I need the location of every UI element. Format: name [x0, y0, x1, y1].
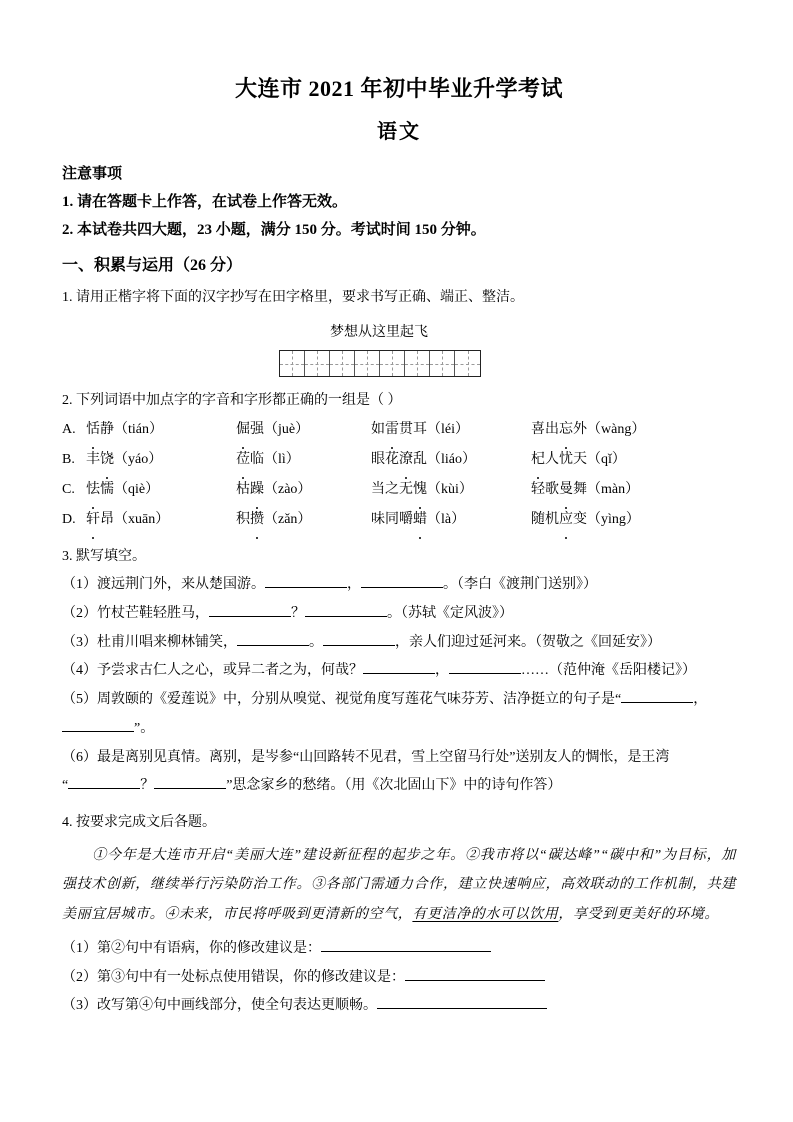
question-1-phrase: 梦想从这里起飞	[330, 324, 428, 340]
answer-blank[interactable]	[321, 951, 491, 952]
tianzige-cell[interactable]	[330, 351, 355, 376]
option-label: A.	[62, 422, 76, 438]
question-2-option-b[interactable]	[62, 445, 736, 475]
answer-blank[interactable]	[449, 673, 521, 674]
dotted-char: 莅	[236, 445, 250, 475]
passage-underlined-clause: 有更洁净的水可以饮用	[412, 906, 559, 922]
item-mid: ？	[291, 606, 305, 622]
answer-blank[interactable]	[621, 702, 693, 703]
notice-item-2: 2. 本试卷共四大题，23 小题，满分 150 分。考试时间 150 分钟。	[62, 221, 486, 238]
dotted-char: 忘	[559, 415, 573, 445]
answer-blank[interactable]	[377, 1008, 547, 1009]
dotted-char: 蜡	[413, 505, 427, 535]
question-4-sub-3	[62, 992, 736, 1021]
dotted-char: 怯	[86, 475, 100, 505]
option-label: B.	[62, 452, 75, 468]
item-mid: “	[62, 778, 69, 794]
tianzige-cell[interactable]	[430, 351, 455, 376]
dotted-char: 愧	[413, 475, 427, 505]
subject-title: 语文	[377, 121, 421, 143]
question-3-item-3	[62, 629, 736, 658]
question-3-item-4	[62, 657, 736, 686]
tianzige-cell[interactable]	[355, 351, 380, 376]
answer-blank[interactable]	[68, 788, 140, 789]
tianzige-cell[interactable]	[380, 351, 405, 376]
tianzige-cell[interactable]	[280, 351, 305, 376]
question-4-sub-2	[62, 964, 736, 993]
item-prefix: （3）杜甫川唱来柳林铺笑，	[62, 634, 237, 650]
question-3-item-6	[62, 744, 736, 773]
item-suffix: ”。	[134, 720, 155, 736]
dotted-char: 杞	[531, 445, 545, 475]
question-2-stem: 2. 下列词语中加点字的字音和字形都正确的一组是（ ）	[62, 393, 402, 409]
item-suffix: 。（苏轼《定风波》）	[387, 606, 513, 622]
option-label: C.	[62, 482, 75, 498]
answer-blank[interactable]	[237, 645, 309, 646]
question-3-item-6-cont	[62, 772, 736, 801]
answer-blank[interactable]	[62, 731, 134, 732]
sub-prompt: （2）第③句中有一处标点使用错误，你的修改建议是：	[62, 969, 405, 985]
dotted-char: 饶	[100, 445, 114, 475]
option-term: 味同嚼蜡（là）	[371, 505, 531, 535]
dotted-char: 应	[559, 505, 573, 535]
answer-blank[interactable]	[154, 788, 226, 789]
question-3-stem: 3. 默写填空。	[62, 549, 146, 565]
option-term: 怯懦（qiè）	[86, 475, 236, 505]
tianzige-cell[interactable]	[405, 351, 430, 376]
question-2-option-a[interactable]	[62, 415, 736, 445]
option-term: 枯躁（zào）	[236, 475, 371, 505]
item-suffix: 。（李白《渡荆门送别》）	[443, 577, 597, 593]
question-3-item-1	[62, 571, 736, 600]
dotted-char: 曼	[559, 475, 573, 505]
option-term: 轩昂（xuān）	[86, 505, 236, 535]
option-term: 积攒（zǎn）	[236, 505, 371, 535]
item-mid: ，	[347, 577, 361, 593]
item-prefix: （4）予尝求古仁人之心，或异二者之为，何哉？	[62, 663, 363, 679]
answer-blank[interactable]	[305, 616, 387, 617]
dotted-char: 轩	[86, 505, 100, 535]
answer-blank[interactable]	[323, 645, 395, 646]
passage-sentence-1-2: ①今年是大连市开启“美丽大连”建设新征程的起步之年。②我市将以“碳达峰”“碳中和”为目标，	[92, 847, 722, 863]
question-2-option-c[interactable]	[62, 475, 736, 505]
notice-block	[62, 161, 736, 244]
question-1-stem: 1. 请用正楷字将下面的汉字抄写在田字格里，要求书写正确、端正、整洁。	[62, 289, 524, 305]
tianzige-cell[interactable]	[455, 351, 480, 376]
notice-item-1: 1. 请在答题卡上作答，在试卷上作答无效。	[62, 193, 348, 210]
item-prefix: （2）竹杖芒鞋轻胜马，	[62, 606, 209, 622]
option-term: 恬静（tián）	[86, 415, 236, 445]
question-4-sub-1	[62, 935, 736, 964]
dotted-char: 潦	[399, 445, 413, 475]
option-term: 倔强（juè）	[236, 415, 371, 445]
answer-blank[interactable]	[363, 673, 435, 674]
dotted-char: 倔	[236, 415, 250, 445]
item-prefix: （6）最是离别见真情。离别，是岑参“山回路转不见君，雪上空留马行处”送别友人的惆怅，是王湾	[62, 749, 670, 765]
tianzige-grid[interactable]	[279, 350, 481, 377]
option-term: 当之无愧（kùi）	[371, 475, 531, 505]
notice-heading: 注意事项	[62, 166, 123, 182]
dotted-char: 雷	[385, 415, 399, 445]
passage-sentence-2-cont: 加强技术创新，继续举行污染防治工作。③各部门需通力合作，建立快速响应，高效联动的工作机制，共	[62, 847, 736, 893]
item-mid: ，	[693, 692, 708, 708]
option-term: 随机应变（yìng）	[531, 505, 640, 535]
dotted-char: 攒	[250, 505, 264, 535]
answer-blank[interactable]	[265, 587, 347, 588]
page-title: 大连市 2021 年初中毕业升学考试	[234, 76, 563, 101]
option-term: 眼花潦乱（liáo）	[371, 445, 531, 475]
sub-prompt: （1）第②句中有语病，你的修改建议是：	[62, 941, 321, 957]
tianzige-cell[interactable]	[305, 351, 330, 376]
item-mid: ，	[435, 663, 449, 679]
question-2-option-d[interactable]	[62, 505, 736, 535]
passage-sentence-3: 建美丽宜居城市。④未来，市民将呼吸到更清新的空气，	[62, 877, 736, 922]
option-term: 轻歌曼舞（màn）	[531, 475, 639, 505]
question-3-item-5	[62, 686, 736, 715]
option-term: 喜出忘外（wàng）	[531, 415, 645, 445]
dotted-char: 恬	[86, 415, 100, 445]
section-heading-1: 一、积累与运用（26 分）	[62, 257, 243, 275]
option-term: 如雷贯耳（léi）	[371, 415, 531, 445]
question-3-item-5-cont	[62, 715, 736, 744]
item-tail: ”思念家乡的愁绪。（用《次北固山下》中的诗句作答）	[226, 778, 562, 794]
item-suffix: ……（范仲淹《岳阳楼记》）	[521, 663, 696, 679]
item-suffix: ，亲人们迎过延河来。（贺敬之《回延安》）	[395, 634, 661, 650]
item-suffix: ？	[140, 778, 155, 794]
option-term: 丰饶（yáo）	[86, 445, 236, 475]
dotted-char: 躁	[250, 475, 264, 505]
option-label: D.	[62, 512, 76, 528]
question-3-item-2	[62, 600, 736, 629]
item-prefix: （5）周敦颐的《爱莲说》中，分别从嗅觉、视觉角度写莲花气味芬芳、洁净挺立的句子是“	[62, 692, 622, 708]
question-4-stem: 4. 按要求完成文后各题。	[62, 814, 216, 830]
question-1-grid-wrap	[62, 350, 736, 377]
passage-sentence-3-end: ，享受到更美好的环境。	[558, 906, 720, 922]
sub-prompt: （3）改写第④句中画线部分，使全句表达更顺畅。	[62, 998, 377, 1014]
option-term: 莅临（lì）	[236, 445, 371, 475]
answer-blank[interactable]	[361, 587, 443, 588]
answer-blank[interactable]	[405, 980, 545, 981]
question-4-passage	[62, 841, 736, 929]
item-prefix: （1）渡远荆门外，来从楚国游。	[62, 577, 265, 593]
item-mid: 。	[309, 634, 323, 650]
answer-blank[interactable]	[209, 616, 291, 617]
option-term: 杞人忧天（qǐ）	[531, 445, 626, 475]
